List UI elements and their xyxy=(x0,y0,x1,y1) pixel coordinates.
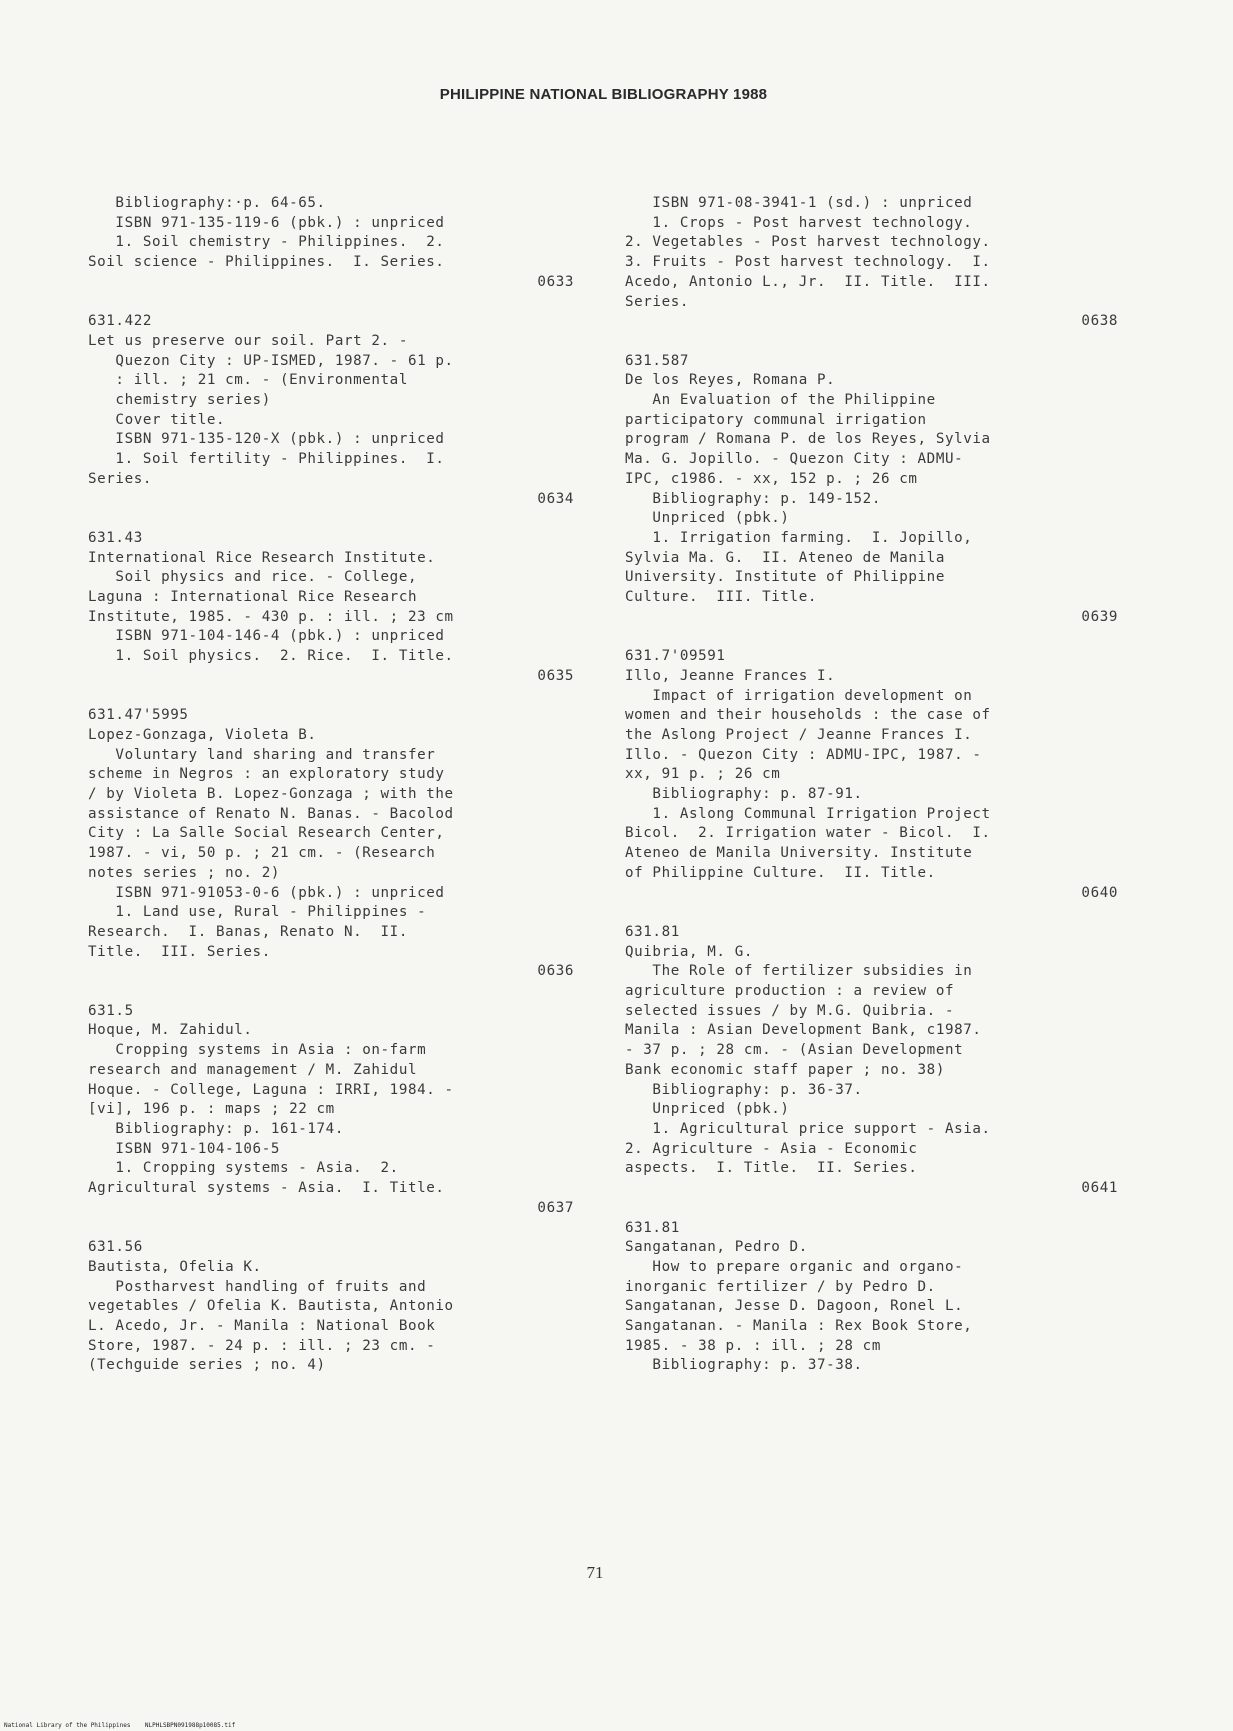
text-line: Acedo, Antonio L., Jr. II. Title. III. xyxy=(625,273,991,290)
text-line: Bank economic staff paper ; no. 38) xyxy=(625,1061,945,1078)
right-column xyxy=(625,194,1118,1376)
text-line xyxy=(625,627,1118,647)
text-line xyxy=(88,982,574,1002)
text-line: assistance of Renato N. Banas. - Bacolod xyxy=(88,805,454,822)
text-line: 631.422 xyxy=(88,313,152,330)
text-line: Lopez-Gonzaga, Violeta B. xyxy=(88,726,317,743)
entry-number: 0637 xyxy=(537,1199,574,1216)
text-line: Quezon City : UP-ISMED, 1987. - 61 p. xyxy=(88,352,454,369)
text-line: 1985. - 38 p. : ill. ; 28 cm xyxy=(625,1337,881,1354)
text-line: Unpriced (pbk.) xyxy=(625,510,790,527)
text-line: 631.81 xyxy=(625,923,680,940)
text-line: How to prepare organic and organo- xyxy=(625,1258,964,1275)
text-line: 1987. - vi, 50 p. ; 21 cm. - (Research xyxy=(88,845,436,862)
text-line: Let us preserve our soil. Part 2. - xyxy=(88,332,408,349)
text-line: 631.5 xyxy=(88,1002,134,1019)
text-line: Unpriced (pbk.) xyxy=(625,1101,790,1118)
text-line: Bibliography: p. 87-91. xyxy=(625,786,863,803)
text-line: City : La Salle Social Research Center, xyxy=(88,825,445,842)
text-line: L. Acedo, Jr. - Manila : National Book xyxy=(88,1318,436,1334)
text-line: 631.587 xyxy=(625,352,689,369)
text-line: 1. Land use, Rural - Philippines - xyxy=(88,904,427,921)
entry-number: 0638 xyxy=(1081,313,1118,330)
text-line: International Rice Research Institute. xyxy=(88,549,436,566)
text-line: ISBN 971-104-106-5 xyxy=(88,1140,280,1157)
text-line: Sangatanan. - Manila : Rex Book Store, xyxy=(625,1318,973,1335)
text-line: Bibliography: p. 149-152. xyxy=(625,490,881,507)
text-line: Bibliography: p. 36-37. xyxy=(625,1081,863,1098)
page-number: 71 xyxy=(586,1563,604,1582)
text-line: Store, 1987. - 24 p. : ill. ; 23 cm. - xyxy=(88,1337,436,1354)
left-column xyxy=(88,194,574,1376)
text-line: 1. Agricultural price support - Asia. xyxy=(625,1121,991,1137)
text-line: notes series ; no. 2) xyxy=(88,864,280,881)
text-line: IPC, c1986. - xx, 152 p. ; 26 cm xyxy=(625,470,918,487)
text-line: Bibliography:·p. 64-65. xyxy=(88,195,326,211)
text-line: Illo, Jeanne Frances I. xyxy=(625,667,836,684)
text-line: Sangatanan, Pedro D. xyxy=(625,1239,808,1256)
text-line: ISBN 971-104-146-4 (pbk.) : unpriced xyxy=(88,628,445,645)
text-line: Laguna : International Rice Research xyxy=(88,589,418,606)
text-line: Hoque, M. Zahidul. xyxy=(88,1022,253,1039)
text-line xyxy=(625,332,1118,352)
text-line: Title. III. Series. xyxy=(88,943,271,960)
text-line: ISBN 971-135-120-X (pbk.) : unpriced xyxy=(88,431,445,448)
text-line: Illo. - Quezon City : ADMU-IPC, 1987. - xyxy=(625,746,982,763)
text-line: agriculture production : a review of xyxy=(625,983,955,1000)
text-line: Manila : Asian Development Bank, c1987. xyxy=(625,1022,982,1039)
text-line: Ateneo de Manila University. Institute xyxy=(625,845,973,862)
text-line: 631.81 xyxy=(625,1219,680,1236)
text-line: 3. Fruits - Post harvest technology. I. xyxy=(625,254,991,271)
text-line: 631.56 xyxy=(88,1239,143,1256)
text-line: 1. Soil chemistry - Philippines. 2. xyxy=(88,234,445,251)
text-line: 631.7'09591 xyxy=(625,648,726,665)
text-line: of Philippine Culture. II. Title. xyxy=(625,864,936,881)
entry-number: 0640 xyxy=(1081,884,1118,901)
text-line: Hoque. - College, Laguna : IRRI, 1984. - xyxy=(88,1081,454,1098)
text-line: vegetables / Ofelia K. Bautista, Antonio xyxy=(88,1298,454,1315)
text-line xyxy=(88,687,574,707)
text-line: [vi], 196 p. : maps ; 22 cm xyxy=(88,1101,335,1118)
text-line: women and their households : the case of xyxy=(625,707,991,724)
text-line: Series. xyxy=(625,293,689,310)
text-line: chemistry series) xyxy=(88,392,271,409)
text-line: research and management / M. Zahidul xyxy=(88,1061,418,1078)
text-line: Sylvia Ma. G. II. Ateneo de Manila xyxy=(625,549,945,566)
text-line: Soil physics and rice. - College, xyxy=(88,569,418,586)
text-line: Impact of irrigation development on xyxy=(625,687,973,704)
text-line: aspects. I. Title. II. Series. xyxy=(625,1160,918,1177)
text-line: Postharvest handling of fruits and xyxy=(88,1278,427,1295)
text-line: 2. Vegetables - Post harvest technology. xyxy=(625,234,991,251)
text-line: (Techguide series ; no. 4) xyxy=(88,1357,326,1374)
text-line xyxy=(88,1219,574,1239)
text-line: 1. Aslong Communal Irrigation Project xyxy=(625,805,991,822)
text-line: Series. xyxy=(88,470,152,487)
text-line: participatory communal irrigation xyxy=(625,411,927,428)
entry-number: 0639 xyxy=(1081,608,1118,625)
entry-number: 0641 xyxy=(1081,1180,1118,1197)
text-line: 631.43 xyxy=(88,529,143,546)
text-line: University. Institute of Philippine xyxy=(625,569,945,586)
text-line: 1. Soil physics. 2. Rice. I. Title. xyxy=(88,648,454,665)
text-line: 2. Agriculture - Asia - Economic xyxy=(625,1140,918,1157)
text-line: Sangatanan, Jesse D. Dagoon, Ronel L. xyxy=(625,1298,964,1315)
text-line: Institute, 1985. - 430 p. : ill. ; 23 cm xyxy=(88,608,454,625)
text-line: ISBN 971-91053-0-6 (pbk.) : unpriced xyxy=(88,884,445,901)
text-line xyxy=(625,903,1118,923)
text-line: An Evaluation of the Philippine xyxy=(625,392,936,409)
text-line: Soil science - Philippines. I. Series. xyxy=(88,254,445,271)
text-line: Culture. III. Title. xyxy=(625,589,817,606)
text-line: - 37 p. ; 28 cm. - (Asian Development xyxy=(625,1042,964,1059)
text-line: / by Violeta B. Lopez-Gonzaga ; with the xyxy=(88,786,454,803)
text-line xyxy=(625,1199,1118,1219)
text-line: Quibria, M. G. xyxy=(625,943,753,960)
entry-number: 0634 xyxy=(537,490,574,507)
text-line xyxy=(88,509,574,529)
text-line: scheme in Negros : an exploratory study xyxy=(88,766,445,783)
text-line: 1. Crops - Post harvest technology. xyxy=(625,214,973,231)
text-line: ISBN 971-135-119-6 (pbk.) : unpriced xyxy=(88,214,445,231)
entry-number: 0633 xyxy=(537,273,574,290)
text-line: 1. Irrigation farming. I. Jopillo, xyxy=(625,529,973,546)
text-line: selected issues / by M.G. Quibria. - xyxy=(625,1002,955,1019)
entry-number: 0636 xyxy=(537,963,574,980)
page-header: PHILIPPINE NATIONAL BIBLIOGRAPHY 1988 xyxy=(439,86,768,103)
text-line: : ill. ; 21 cm. - (Environmental xyxy=(88,372,408,389)
text-line: the Aslong Project / Jeanne Frances I. xyxy=(625,726,973,743)
text-line: Bicol. 2. Irrigation water - Bicol. I. xyxy=(625,825,991,842)
text-line: inorganic fertilizer / by Pedro D. xyxy=(625,1278,936,1295)
text-line: Ma. G. Jopillo. - Quezon City : ADMU- xyxy=(625,451,964,468)
entry-number: 0635 xyxy=(537,667,574,684)
text-line: The Role of fertilizer subsidies in xyxy=(625,963,973,980)
text-line: Cropping systems in Asia : on-farm xyxy=(88,1042,427,1059)
text-line: xx, 91 p. ; 26 cm xyxy=(625,766,781,783)
text-line: 631.47'5995 xyxy=(88,707,189,724)
text-line: 1. Cropping systems - Asia. 2. xyxy=(88,1160,399,1177)
text-line: Cover title. xyxy=(88,411,226,428)
text-line: program / Romana P. de los Reyes, Sylvia xyxy=(625,431,991,448)
text-line: Bautista, Ofelia K. xyxy=(88,1258,262,1275)
text-line: ISBN 971-08-3941-1 (sd.) : unpriced xyxy=(625,195,973,211)
text-line: Voluntary land sharing and transfer xyxy=(88,746,436,763)
text-line: Bibliography: p. 37-38. xyxy=(625,1357,863,1374)
text-line: Agricultural systems - Asia. I. Title. xyxy=(88,1180,445,1197)
text-line: 1. Soil fertility - Philippines. I. xyxy=(88,451,445,468)
text-line xyxy=(88,293,574,313)
text-line: Research. I. Banas, Renato N. II. xyxy=(88,923,408,940)
text-line: De los Reyes, Romana P. xyxy=(625,372,836,389)
text-line: Bibliography: p. 161-174. xyxy=(88,1120,344,1137)
scan-footer-note: National Library of the Philippines NLPHLSBPN091988p10085.tif xyxy=(4,1722,236,1729)
